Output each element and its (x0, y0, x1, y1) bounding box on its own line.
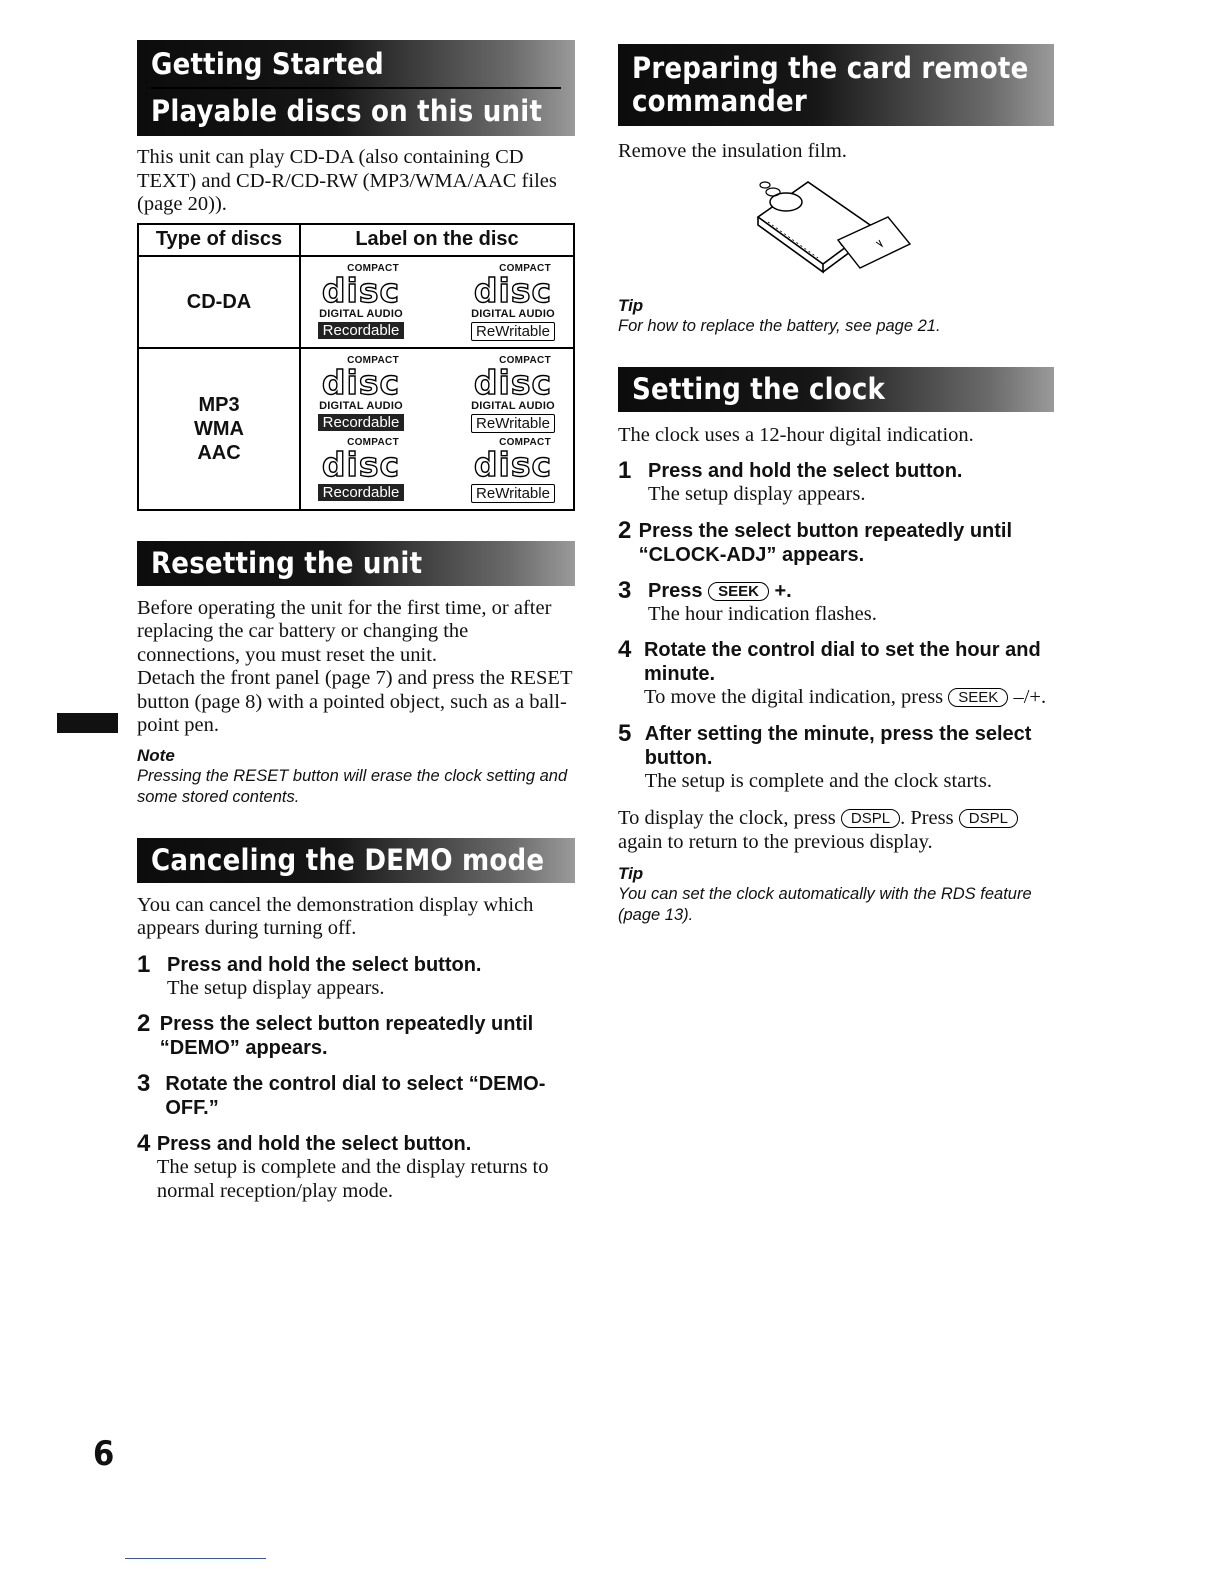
step-number: 4 (618, 636, 632, 663)
remote-tip-label: Tip (618, 295, 644, 315)
recordable-badge: Recordable (318, 322, 405, 339)
resetting-paragraph-2: Detach the front panel (page 7) and press the RESET button (page 8) with a pointed object, such as a ball-point pen. (137, 667, 573, 736)
left-column (137, 40, 575, 1203)
clock-step-2 (618, 516, 1054, 567)
footer-line (125, 1558, 266, 1559)
clock-display-instruction (618, 807, 1054, 854)
section-tab-marker (57, 713, 118, 733)
clock-tip-label: Tip (618, 864, 644, 883)
step-title: Press and hold the select button. (167, 953, 482, 976)
table-header-label: Label on the disc (300, 224, 574, 256)
step-content (648, 579, 877, 627)
getting-started-banner (137, 40, 575, 136)
logo-digital-audio-text: DIGITAL AUDIO (319, 307, 403, 320)
step-desc-text: To move the digital indication, press (643, 686, 944, 708)
logo-compact-text: COMPACT (347, 354, 399, 366)
rewritable-badge: ReWritable (471, 484, 555, 503)
playable-discs-intro: This unit can play CD-DA (also containing CD TEXT) and CD-R/CD-RW (MP3/WMA/AAC files (page 20)). (137, 146, 557, 215)
logo-compact-text: COMPACT (499, 262, 551, 274)
step-title-plus: +. (774, 579, 792, 602)
logo-compact-text: COMPACT (499, 436, 551, 448)
clock-tip-text: You can set the clock automatically with the RDS feature (page 13). (618, 885, 1032, 924)
recordable-badge: Recordable (318, 484, 405, 501)
logo-compact-text: COMPACT (347, 436, 399, 448)
step-content (167, 953, 482, 1001)
logo-digital-audio-text: DIGITAL AUDIO (471, 307, 555, 320)
clock-step-5 (618, 719, 1054, 794)
step-title: Press the select button repeatedly until “CLOCK-ADJ” appears. (638, 519, 1013, 566)
step-content (648, 459, 963, 507)
step-description (644, 686, 1054, 710)
step-content (644, 638, 1054, 710)
cd-logo-rewritable (463, 437, 563, 503)
section-title-resetting: Resetting the unit (137, 541, 575, 586)
step-title: After setting the minute, press the select button. (644, 722, 1032, 769)
step-number: 1 (618, 457, 632, 484)
logo-disc-text: disc (473, 444, 553, 484)
logo-compact-text: COMPACT (347, 262, 399, 274)
display-text-a: To display the clock, press (618, 807, 836, 829)
logo-compact-text: COMPACT (499, 354, 551, 366)
disc-type-mp3-wma-aac (138, 348, 300, 510)
clock-step-1 (618, 459, 1054, 507)
cd-logo-recordable (311, 355, 411, 433)
logo-row (311, 437, 563, 503)
table-row (138, 256, 574, 348)
step-number: 5 (618, 719, 632, 747)
table-header-type: Type of discs (138, 224, 300, 256)
note-label: Note (137, 745, 175, 765)
step-number: 1 (137, 950, 151, 978)
disc-type-mp3: MP3 (198, 393, 240, 416)
clock-intro: The clock uses a 12-hour digital indication. (618, 423, 974, 446)
remote-banner (618, 44, 1054, 126)
remote-illustration (738, 172, 918, 282)
disc-type-cd-da: CD-DA (138, 256, 300, 348)
section-title-playable-discs: Playable discs on this unit (151, 87, 561, 128)
resetting-paragraph-1: Before operating the unit for the first time, or after replacing the car battery or changing the connections, you must reset the unit. (137, 596, 552, 666)
step-title: Press the select button repeatedly until “DEMO” appears. (159, 1013, 534, 1059)
demo-step-2 (137, 1012, 575, 1060)
step-title: Press and hold the select button. (648, 460, 963, 482)
page-number: 6 (93, 1434, 115, 1474)
step-description: The setup is complete and the display returns to normal reception/play mode. (156, 1156, 549, 1202)
note-text: Pressing the RESET button will erase the clock setting and some stored contents. (137, 766, 568, 806)
rewritable-badge: ReWritable (471, 322, 555, 341)
section-title-demo: Canceling the DEMO mode (137, 838, 575, 883)
dspl-key: DSPL (841, 809, 900, 828)
demo-step-4 (137, 1132, 575, 1203)
step-title: Rotate the control dial to set the hour and minute. (643, 639, 1041, 685)
step-desc-minus-plus: –/+. (1013, 686, 1047, 708)
step-description: The hour indication flashes. (648, 602, 877, 625)
logo-disc-text: disc (321, 444, 401, 484)
disc-type-wma: WMA (194, 417, 244, 440)
logo-disc-text: disc (473, 270, 553, 310)
seek-key: SEEK (948, 688, 1008, 707)
step-number: 2 (618, 516, 632, 544)
table-header-row (138, 224, 574, 256)
display-text-c: again to return to the previous display. (618, 830, 933, 853)
remote-instruction: Remove the insulation film. (618, 140, 847, 162)
table-row (138, 348, 574, 510)
logo-row (311, 355, 563, 433)
logo-disc-text: disc (321, 270, 401, 310)
logo-row (311, 263, 563, 341)
seek-key: SEEK (708, 582, 769, 601)
logo-disc-text: disc (321, 362, 401, 402)
disc-label-cell (300, 256, 574, 348)
step-number: 4 (137, 1130, 151, 1157)
disc-label-cell (300, 348, 574, 510)
cd-logo-rewritable (463, 355, 563, 433)
step-description: The setup display appears. (648, 483, 866, 505)
dspl-key: DSPL (959, 809, 1018, 828)
logo-digital-audio-text: DIGITAL AUDIO (319, 399, 403, 412)
step-number: 3 (137, 1070, 151, 1097)
step-number: 2 (137, 1010, 151, 1037)
section-title-getting-started: Getting Started (151, 47, 384, 81)
remote-tip-text: For how to replace the battery, see page 21. (618, 316, 941, 335)
step-title: Press and hold the select button. (156, 1133, 472, 1155)
cd-logo-rewritable (463, 263, 563, 341)
cd-logo-recordable (311, 263, 411, 341)
card-remote-icon (738, 172, 918, 282)
disc-types-table (137, 223, 575, 511)
section-title-clock: Setting the clock (618, 367, 1054, 412)
demo-intro: You can cancel the demonstration display which appears during turning off. (137, 893, 534, 939)
display-text-b: . Press (900, 807, 954, 829)
step-content (157, 1132, 575, 1203)
step-description: The setup is complete and the clock starts. (644, 769, 992, 792)
logo-disc-text: disc (473, 362, 553, 402)
step-title-press: Press (648, 579, 703, 602)
step-title: Rotate the control dial to select “DEMO-OFF.” (165, 1073, 546, 1119)
step-content (645, 722, 1054, 794)
disc-type-aac: AAC (197, 441, 241, 464)
section-title-remote-line2: commander (632, 84, 807, 118)
right-column (618, 44, 1054, 926)
recordable-badge: Recordable (318, 414, 405, 431)
logo-digital-audio-text: DIGITAL AUDIO (471, 399, 555, 412)
step-number: 3 (618, 576, 632, 604)
step-description: The setup display appears. (167, 976, 385, 999)
demo-step-1 (137, 950, 575, 1001)
section-title-remote-line1: Preparing the card remote (632, 51, 1029, 85)
step-title (648, 579, 877, 603)
clock-step-4 (618, 638, 1054, 710)
clock-step-3 (618, 576, 1054, 627)
rewritable-badge: ReWritable (471, 414, 555, 433)
cd-logo-recordable (311, 437, 411, 503)
demo-step-3 (137, 1072, 575, 1120)
